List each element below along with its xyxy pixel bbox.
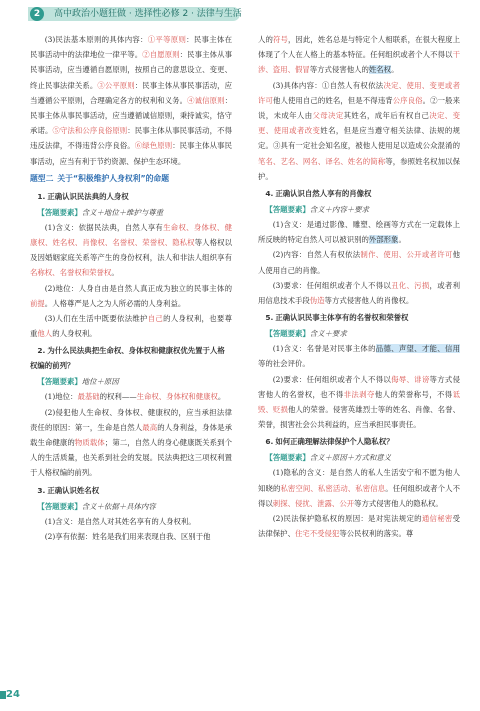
highlighted-term: 丑化、污损: [391, 280, 430, 290]
answer-elements-formula: 含义＋要求: [309, 329, 347, 339]
question-title: [30, 189, 232, 204]
text-run: (2)享有依据：姓名是我们用来表现自我、区别于他: [44, 531, 211, 541]
text-run: 。: [398, 235, 406, 245]
text-run: (2)内容：自然人有权依法: [272, 250, 361, 260]
highlighted-term: ①平等原则: [147, 35, 187, 44]
question-title: [258, 186, 460, 201]
text-run: ：民事主体从事民事活动，应当遵循诚信原则，秉持诚实，恪守承诺。: [30, 95, 232, 136]
paragraph: [30, 281, 232, 311]
text-run: 。: [111, 268, 119, 278]
highlighted-term: 侮辱、诽谤: [391, 374, 430, 384]
paragraph: [258, 32, 460, 78]
text-run: ：民事主体从事民事活动，应当遵循自愿原则，按照自己的意思设立、变更、终止民事法律关系。: [30, 50, 232, 90]
text-run: 姓名，但是应当遵守相关法律、法规的规定。③具有一定社会知名度，被他人使用足以造成公众混淆的: [258, 126, 460, 151]
text-run: 的人身利益，身体是承载生命健康的: [30, 422, 232, 448]
answer-elements: [30, 499, 232, 514]
text-run: 。: [217, 392, 226, 402]
answer-elements: [258, 326, 460, 341]
answer-elements-formula: 含义＋内容＋要求: [309, 205, 369, 215]
highlighted-term: ③公平原则: [97, 80, 135, 90]
text-run: ：民事主体从事民事活动，应当遵循公平原则，合理确定各方的权利和义务。: [30, 80, 232, 105]
text-run: 。: [391, 65, 399, 75]
paragraph: [258, 465, 460, 511]
text-run: 受法律保护、: [258, 514, 460, 539]
answer-elements-label: 【答题要素】: [265, 453, 310, 463]
highlighted-term: 伪造: [309, 296, 325, 306]
text-run: 的人身权利，也要尊重: [30, 314, 232, 339]
answer-elements-label: 【答题要素】: [37, 377, 82, 387]
paragraph: [30, 389, 232, 404]
paragraph: [30, 220, 232, 281]
highlighted-term: 最高: [142, 422, 158, 432]
text-run: (2)要求：任何组织或者个人不得以: [272, 374, 392, 384]
text-run: 等方式侵害他人的名誉权，也不得: [258, 374, 460, 399]
paragraph: [258, 511, 460, 541]
answer-elements-label: 【答题要素】: [37, 207, 82, 217]
text-run: 等，参照姓名权加以保护。: [258, 156, 460, 181]
text-run: 其姓名，成年后有权自己: [343, 111, 430, 121]
question-text: 正确认识自然人享有的肖像权: [275, 189, 372, 199]
text-run: (3)人们在生活中既要依法维护: [44, 314, 148, 324]
header-title: 高中政治小题狂做 · 选择性必修 2 · 法律与生活: [54, 9, 242, 19]
text-run: 。②一般来说，未成年人由: [258, 95, 460, 121]
question-number: 4.: [265, 189, 274, 199]
text-run: 的权利——: [99, 392, 137, 402]
highlighted-term: ⑥绿色原则: [134, 141, 173, 151]
answer-elements: [30, 205, 232, 220]
answer-elements-formula: 地位＋原因: [81, 377, 119, 387]
highlighted-term: 生命权、身体权、健康权、姓名权、肖像权、名誉权、荣誉权、隐私权: [30, 222, 232, 248]
question-text: 为什么民法典把生命权、身体权和健康权优先置于人格权编的前列？: [30, 346, 225, 371]
highlighted-term: ⑤守法和公序良俗原则: [52, 126, 128, 136]
highlighted-term: 私密空间、私密活动、私密信息: [280, 483, 386, 493]
answer-elements-label: 【答题要素】: [265, 205, 310, 215]
highlighted-term: 前提: [30, 298, 45, 308]
answer-elements-formula: 含义＋地位＋维护与尊重: [81, 207, 164, 217]
text-run: (1)含义：是自然人对其姓名享有的人身权利。: [44, 516, 196, 526]
text-run: (2)地位：人身自由是自然人真正成为独立的民事主体的: [44, 283, 232, 293]
highlighted-term: 外部形象: [368, 235, 399, 245]
text-run: 等的社会评价。: [258, 359, 310, 369]
text-run: ：民事主体从事民事活动，应当有利于节约资源、保护生态环境。: [30, 141, 232, 166]
paragraph: [258, 247, 460, 277]
question-number: 6.: [265, 437, 274, 447]
section-heading: [30, 171, 232, 187]
left-column: [30, 32, 232, 544]
text-run: (1)含义：依据民法典，自然人享有: [44, 222, 164, 232]
running-header: [0, 0, 480, 26]
highlighted-term: 名称权、名誉权和荣誉权: [30, 268, 112, 278]
text-run: 。人格尊严是人之为人所必需的人身利益。: [44, 298, 186, 308]
question-title: [30, 483, 232, 498]
question-title: [258, 434, 460, 449]
highlighted-term: 他人: [37, 329, 53, 339]
text-run: (1)地位：: [44, 392, 78, 402]
paragraph: [30, 405, 232, 481]
page-number: 24: [6, 688, 28, 702]
highlighted-term: 父母决定: [312, 111, 344, 121]
text-run: (1)含义：是通过影像、雕塑、绘画等方式在一定载体上所反映的特定自然人可以被识别的: [258, 220, 460, 245]
paragraph: [258, 217, 460, 247]
text-run: (3)具体内容：①自然人有权依法: [272, 80, 384, 90]
question-text: 如何正确理解法律保护个人隐私权？: [275, 437, 394, 447]
text-run: ：民事主体在民事活动中的法律地位一律平等。: [30, 35, 232, 60]
paragraph: [258, 372, 460, 433]
text-run: ：民事主体从事民事活动，不得违反法律，不得违背公序良俗。: [30, 126, 232, 151]
text-run: (2)侵犯他人生命权、身体权、健康权的，应当承担法律责任的原因：第一，生命是自然人: [30, 407, 232, 432]
answer-elements: [30, 374, 232, 389]
highlighted-term: 最基础: [77, 392, 100, 402]
question-number: 2.: [37, 346, 46, 356]
highlighted-term: 品德、声望、才能、信用: [375, 344, 460, 354]
text-run: 等方式侵害他人的肖像权。: [324, 296, 414, 306]
highlighted-term: 非法剥夺: [343, 389, 375, 399]
text-run: 。任何组织或者个人不得以: [258, 483, 460, 508]
question-title: [258, 310, 460, 325]
highlighted-term: 公序良俗: [392, 95, 423, 105]
text-run: (3)要求：任何组织或者个人不得以: [272, 280, 392, 290]
question-number: 3.: [37, 485, 46, 495]
answer-elements-label: 【答题要素】: [265, 329, 310, 339]
question-number: 1.: [37, 191, 46, 201]
highlighted-term: 通信秘密: [421, 514, 453, 524]
highlighted-term: ②自愿原则: [142, 50, 180, 60]
paragraph: [30, 311, 232, 341]
paragraph: [258, 341, 460, 371]
highlighted-term: 住宅不受侵犯: [294, 529, 340, 539]
text-run: 等人格权以及因婚姻家庭关系等产生的身份权利，法人和非法人组织享有: [30, 238, 232, 263]
highlighted-term: 诋毁、贬损: [258, 389, 460, 415]
highlighted-term: 刺探、侵扰、泄露、公开: [272, 498, 355, 508]
text-run: 人的: [258, 35, 273, 44]
highlighted-term: 制作、使用、公开或者许可: [360, 250, 453, 260]
highlighted-term: 笔名、艺名、网名、译名、姓名的简称: [258, 156, 386, 166]
text-run: (2)民法保护隐私权的原因：是对宪法规定的: [272, 514, 422, 524]
highlighted-term: 物质载体: [74, 438, 105, 448]
highlighted-term: 干涉、盗用、假冒: [258, 50, 460, 75]
text-run: 他人使用自己的姓名，但是不得违背: [272, 95, 393, 105]
highlighted-term: 符号: [272, 35, 288, 44]
text-run: 他人使用自己的肖像。: [258, 250, 460, 275]
text-run: ，或者利用信息技术手段: [258, 280, 460, 306]
text-run: (1)含义：名誉是对民事主体的: [272, 344, 376, 354]
right-column: [258, 32, 460, 541]
highlighted-term: 决定、使用、变更或者许可: [258, 80, 460, 105]
highlighted-term: 姓名权: [368, 65, 392, 75]
question-text: 正确认识民事主体享有的名誉权和荣誉权: [275, 313, 409, 323]
text-run: ，因此，姓名总是与特定个人相联系，在很大程度上体现了个人在人格上的基本特征。任何组织或者个人不得以: [258, 35, 460, 60]
text-run: 他人的荣誉。侵害英雄烈士等的姓名、肖像、名誉、荣誉，损害社会公共利益的，应当承担民事责任。: [258, 405, 460, 430]
paragraph: [30, 32, 232, 169]
text-run: 的人身权利。: [52, 329, 97, 339]
answer-elements: [258, 202, 460, 217]
section-title: 关于“积极维护人身权利”的命题: [57, 173, 169, 183]
paragraph: [30, 529, 232, 544]
question-number: 5.: [265, 313, 274, 323]
question-text: 正确认识民法典的人身权: [47, 191, 129, 201]
header-page-badge: 2: [30, 7, 44, 21]
answer-elements-label: 【答题要素】: [37, 501, 82, 511]
section-label: 题型二: [30, 173, 54, 183]
highlighted-term: ④诚信原则: [187, 95, 225, 105]
paragraph: [258, 278, 460, 308]
text-run: 等方式侵害他人的: [309, 65, 369, 75]
text-run: 等方式侵害他人的隐私权。: [354, 498, 443, 508]
answer-elements-formula: 含义＋依据＋具体内容: [81, 501, 156, 511]
question-title: [30, 343, 232, 373]
text-run: 等公民权利的落实。尊: [339, 529, 414, 539]
highlighted-term: 生命权、身体权和健康权: [136, 392, 218, 402]
answer-elements-formula: 含义＋原因＋方式和意义: [309, 453, 392, 463]
text-run: (1)隐私的含义：是自然人的私人生活安宁和不愿为他人知晓的: [258, 468, 460, 493]
text-run: 他人的荣誉称号，不得: [374, 389, 453, 399]
highlighted-term: 决定、变更、使用或者改变: [258, 111, 460, 136]
text-run: (3)民法基本原则的具体内容：: [44, 35, 148, 44]
paragraph: [30, 514, 232, 529]
question-text: 正确认识姓名权: [47, 485, 100, 495]
highlighted-term: 自己: [147, 314, 164, 324]
text-run: ；第二，自然人的身心健康既关系到个人的生活质量，也关系到社会的发展。民法典把这三项权利置于人格权编的前列。: [30, 438, 232, 478]
paragraph: [258, 78, 460, 184]
answer-elements: [258, 450, 460, 465]
